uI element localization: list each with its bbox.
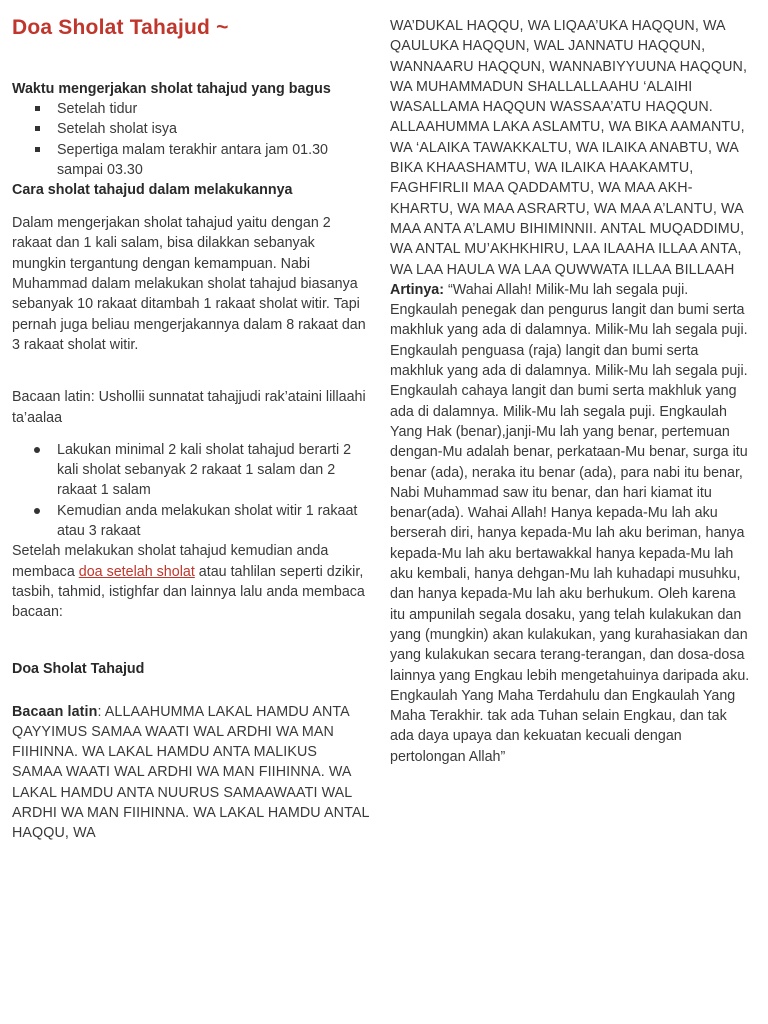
latin-continued: WA’DUKAL HAQQU, WA LIQAA’UKA HAQQUN, WA QAULUKA HAQQUN, WAL JANNATU HAQQUN, WANNAARU HAQQUN, WANNABIYYUUNA HAQQUN, WA MUHAMMADUN SHALLALLAAHU ‘ALAIHI WASALLAMA HAQQUN WASSAA’ATU HAQQUN. ALLAAHUMMA LAKA ASLAMTU, WA BIKA AAMANTU, WA ‘ALAIKA TAWAKKALTU, WA ILAIKA ANABTU, WA BIKA KHAASHAMTU, WA ILAIKA HAAKAMTU, FAGHFIRLII MAA QADDAMTU, WA MAA AKH-KHARTU, WA MAA ASRARTU, WA MAA A’LANTU, WA MAA ANTA A’LAMU BIHIMINNII. ANTAL MUQADDIMU, WA ANTAL MU’AKHKHIRU, LAA ILAAHA ILLAA ANTA, WA LAA HAULA WA LAA QUWWATA ILLAA BILLAAH	[390, 18, 748, 278]
bacaan-latin-text: : ALLAAHUMMA LAKAL HAMDU ANTA QAYYIMUS SAMAA WAATI WAL ARDHI WA MAN FIIHINNA. WA LAKAL HAMDU ANTA MALIKUS SAMAA WAATI WAL ARDHI WA MAN FIIHINNA. WA LAKAL HAMDU ANTA NUURUS SAMAAWAATI WAL ARDHI WA MAN FIIHINNA. WA LAKAL HAMDU ANTAL HAQQU, WA	[12, 703, 370, 842]
list-item: Setelah tidur	[12, 99, 370, 119]
right-column	[390, 16, 752, 767]
after-text-end: atau tahlilan seperti dzikir, tasbih, tahmid, istighfar dan lainnya lalu anda membaca bacaan:	[12, 563, 365, 621]
bacaan-latin-niat: Bacaan latin: Ushollii sunnatat tahajjudi rak’ataini lillaahi ta’aalaa	[12, 389, 366, 426]
left-column	[12, 0, 370, 844]
list-item: Sepertiga malam terakhir antara jam 01.30 sampai 03.30	[12, 140, 370, 181]
list-item: Setelah sholat isya	[12, 119, 370, 139]
bacaan-latin-paragraph	[12, 702, 370, 844]
list-item: Kemudian anda melakukan sholat witir 1 rakaat atau 3 rakaat	[12, 501, 370, 542]
page-title: Doa Sholat Tahajud ~	[12, 16, 229, 39]
steps-list	[12, 440, 370, 541]
cara-heading: Cara sholat tahajud dalam melakukannya	[12, 182, 293, 199]
artinya-paragraph	[390, 280, 752, 767]
artinya-label: Artinya:	[390, 281, 445, 298]
waktu-list	[12, 99, 370, 180]
bacaan-latin-label: Bacaan latin	[12, 703, 98, 720]
cara-paragraph: Dalam mengerjakan sholat tahajud yaitu dengan 2 rakaat dan 1 kali salam, bisa dilakkan sebanyak mungkin tergantung dengan kemampuan. Nabi Muhammad dalam melakukan sholat tahajud biasanya sebanyak 10 rakaat ditambah 1 rakaat sholat witir. Tapi pernah juga beliau mengerjakannya dalam 8 rakaat dan 3 rakaat sholat witir.	[12, 215, 366, 353]
doa-setelah-sholat-link[interactable]: doa setelah sholat	[78, 563, 195, 580]
list-item: Lakukan minimal 2 kali sholat tahajud berarti 2 kali sholat sebanyak 2 rakaat 1 salam dan 2 rakaat 1 salam	[12, 440, 370, 501]
after-prayer-paragraph	[12, 541, 370, 622]
artinya-text: “Wahai Allah! Milik-Mu lah segala puji. Engkaulah penegak dan pengurus langit dan bumi serta makhluk yang ada di dalamnya. Milik-Mu lah segala puji. Engkaulah penguasa (raja) langit dan bumi serta makhluk yang ada di dalamnya. Milik-Mu lah segala puji. Engkaulah cahaya langit dan bumi serta makhluk yang ada di dalamnya. Milik-Mu lah segala puji. Engkaulah Yang Hak (benar),janji-Mu lah yang benar, pertemuan dengan-Mu adalah benar, perkataan-Mu benar, surga itu benar (ada), neraka itu benar (ada), para nabi itu benar, Nabi Muhammad saw itu benar, dan hari kiamat itu benar(ada). Wahai Allah! Hanya kepada-Mu lah aku berserah diri, hanya kepada-Mu lah aku beriman, hanya kepada-Mu lah aku bertawakkal hanya kepada-Mu lah aku kembali, hanya dehgan-Mu lah kuhadapi musuhku, dan hanya kepada-Mu lah aku berhukum. Oleh karena itu ampunilah segala dosaku, yang telah kulakukan dan yang (mungkin) akan kulakukan, yang kurahasiakan dan yang kulakukan secara terang-terangan, dan dosa-dosa lainnya yang Engkau lebih mengetahuinya daripada aku. Engkaulah Yang Maha Terdahulu dan Engkaulah Yang Maha Terakhir. tak ada Tuhan selain Engkau, dan tak ada daya upaya dan kekuatan kecuali dengan pertolongan Allah”	[390, 281, 750, 765]
waktu-heading: Waktu mengerjakan sholat tahajud yang bagus	[12, 81, 331, 97]
after-text: Setelah melakukan sholat tahajud kemudian anda membaca	[12, 543, 329, 580]
doa-heading: Doa Sholat Tahajud	[12, 660, 145, 677]
